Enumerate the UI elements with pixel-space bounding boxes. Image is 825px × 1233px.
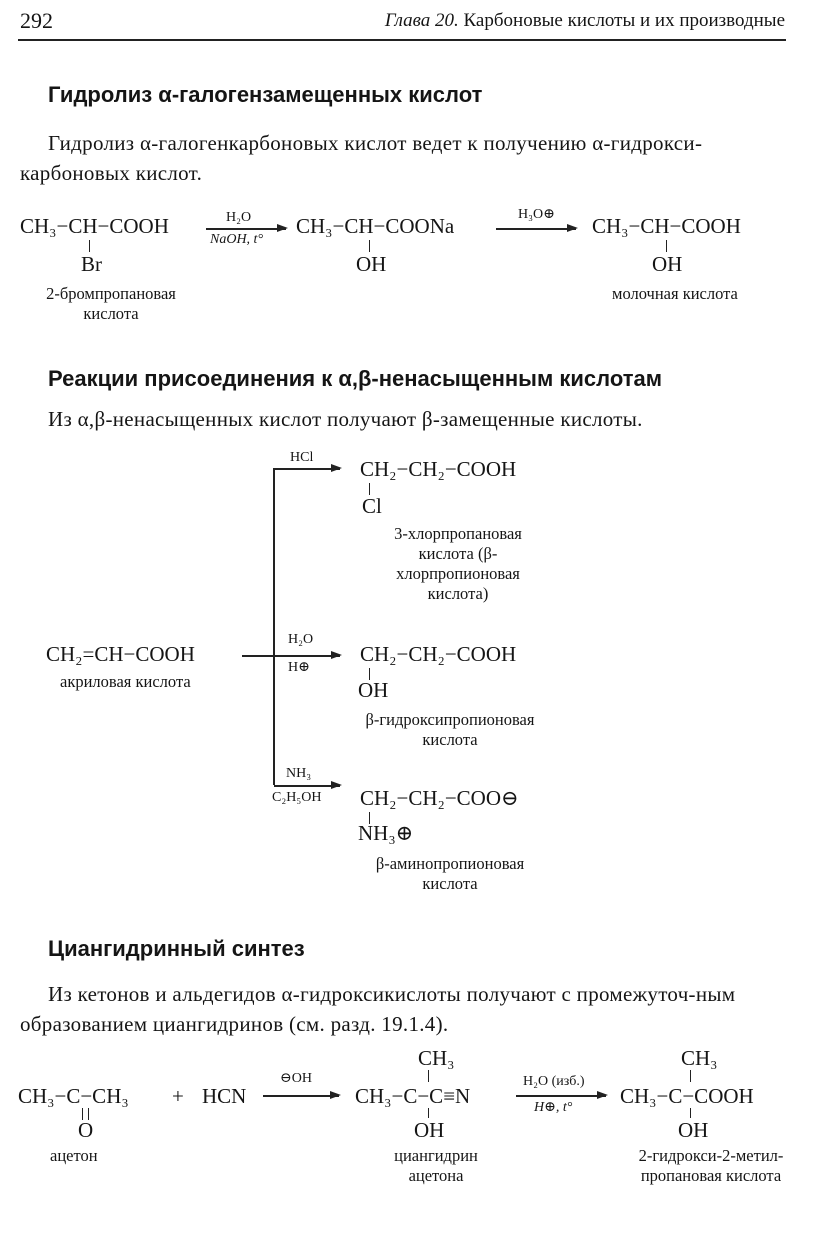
bond-line	[666, 240, 667, 252]
plus-sign: +	[172, 1084, 184, 1108]
section3-heading: Циангидринный синтез	[48, 936, 305, 961]
branch3-reagent-top: NH₃	[286, 766, 312, 781]
reaction-arrow	[274, 655, 340, 657]
branch-trunk	[273, 468, 275, 785]
cyanohydrin-name: циангидрин ацетона	[394, 1146, 478, 1185]
branch2-formula: CH₂−CH₂−COOH	[360, 642, 517, 666]
reaction-arrow	[263, 1095, 339, 1097]
arrow1-top: H₂O	[226, 210, 252, 225]
bond-line	[89, 240, 90, 252]
product-substituent: OH	[652, 252, 683, 276]
reaction-arrow	[496, 228, 576, 230]
arrow2-top: H₂O (изб.)	[523, 1074, 585, 1089]
acrylic-acid-formula: CH₂=CH−COOH	[46, 642, 195, 666]
arrow1-top: ⊖OH	[280, 1071, 312, 1086]
branch1-formula: CH₂−CH₂−COOH	[360, 457, 517, 481]
chapter-label: Глава 20.	[384, 10, 459, 31]
branch2-name: β-гидроксипропионовая кислота	[365, 710, 535, 749]
branch2-reagent-bottom: H⊕	[288, 660, 310, 675]
reactant-substituent: Br	[81, 252, 102, 276]
running-header	[385, 10, 785, 32]
cyanohydrin-methyl: CH₃	[418, 1046, 455, 1070]
branch3-reagent-bottom: C₂H₅OH	[272, 790, 322, 805]
cyanohydrin-formula: CH₃−C−C≡N	[355, 1084, 471, 1108]
reaction-arrow	[206, 228, 286, 230]
branch3-name: β-аминопропионовая кислота	[375, 854, 525, 893]
arrow2-bottom: H⊕, t°	[534, 1100, 573, 1115]
acetone-oxygen: O	[78, 1118, 94, 1142]
branch-connector	[242, 655, 274, 657]
bond-line	[428, 1070, 429, 1082]
arrow1-bottom: NaOH, t°	[210, 232, 264, 247]
section2-heading: Реакции присоединения к α,β-ненасыщенным кислотам	[48, 366, 662, 391]
section1-heading: Гидролиз α-галогензамещенных кислот	[48, 82, 483, 107]
chapter-title: Карбоновые кислоты и их производные	[463, 10, 785, 31]
intermediate-substituent: OH	[356, 252, 387, 276]
branch2-substituent: OH	[358, 678, 389, 702]
page-number: 292	[20, 8, 53, 33]
section1-paragraph: Гидролиз α-галогенкарбоновых кислот ведет к получению α-гидрокси-карбоновых кислот.	[20, 131, 703, 185]
acrylic-acid-name: акриловая кислота	[60, 672, 191, 691]
branch3-formula: CH₂−CH₂−COO⊖	[360, 786, 519, 810]
product-name: молочная кислота	[612, 284, 738, 303]
product-hydroxyl: OH	[678, 1118, 709, 1142]
product-formula: CH₃−C−COOH	[620, 1084, 754, 1108]
branch3-substituent: NH₃⊕	[358, 821, 414, 845]
reaction-arrow	[516, 1095, 606, 1097]
reaction-arrow	[274, 468, 340, 470]
reactant-name: 2-бромпропановая кислота	[46, 284, 176, 323]
bond-line	[369, 240, 370, 252]
hcn-formula: HCN	[202, 1084, 247, 1108]
arrow2-top: H₃O⊕	[518, 207, 555, 222]
reactant-formula: CH₃−CH−COOH	[20, 214, 169, 238]
branch2-reagent-top: H₂O	[288, 632, 314, 647]
reaction-arrow	[274, 785, 340, 787]
product-methyl: CH₃	[681, 1046, 718, 1070]
section2-paragraph: Из α,β-ненасыщенных кислот получают β-замещенные кислоты.	[48, 407, 643, 431]
product-name: 2-гидрокси-2-метил-пропановая кислота	[638, 1146, 784, 1185]
cyanohydrin-hydroxyl: OH	[414, 1118, 445, 1142]
bond-line	[690, 1070, 691, 1082]
header-rule	[18, 39, 786, 41]
acetone-name: ацетон	[50, 1146, 98, 1165]
section3-paragraph: Из кетонов и альдегидов α-гидроксикислоты получают с промежуточ-ным образованием циангидринов (см. разд. 19.1.4).	[20, 982, 736, 1036]
branch1-reagent: HCl	[290, 450, 314, 465]
product-formula: CH₃−CH−COOH	[592, 214, 741, 238]
branch1-name: 3-хлорпропановая кислота (β-хлорпропионовая кислота)	[394, 524, 522, 603]
acetone-formula: CH₃−C−CH₃	[18, 1084, 129, 1108]
branch1-substituent: Cl	[362, 494, 382, 518]
bond-line	[428, 1108, 429, 1118]
bond-line	[690, 1108, 691, 1118]
intermediate-formula: CH₃−CH−COONa	[296, 214, 455, 238]
